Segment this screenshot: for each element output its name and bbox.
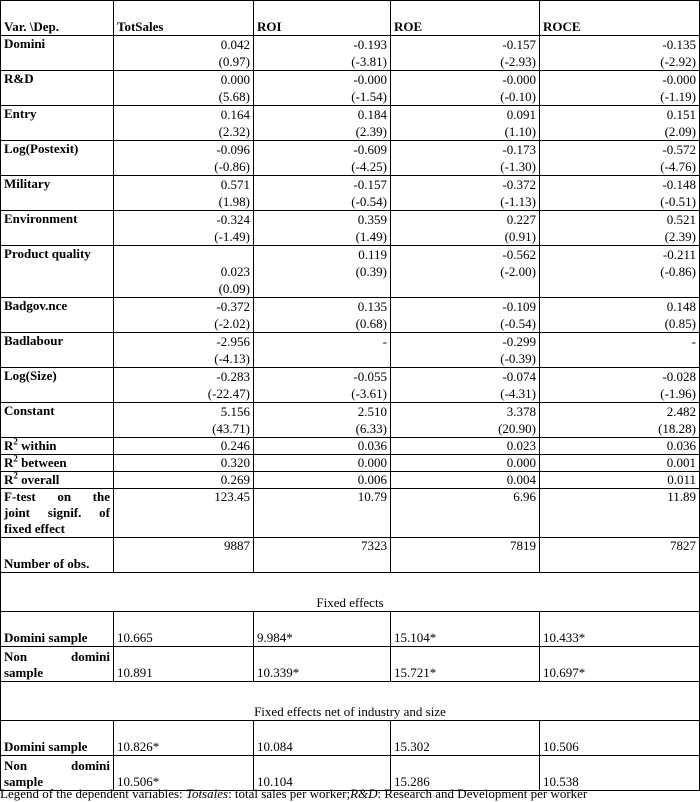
coefficient: 5.156 xyxy=(220,404,250,419)
coef-cell xyxy=(254,211,391,246)
coefficient: -0.173 xyxy=(502,142,536,157)
coefficient: 0.042 xyxy=(220,37,250,52)
table-legend-note: Legend of the dependent variables: Totsales: total sales per worker;R&D: Research and Development per worker xyxy=(0,786,588,801)
header-roi: ROI xyxy=(254,1,391,36)
fe-value: 15.302 xyxy=(391,721,540,756)
t-stat: (2.39) xyxy=(664,229,696,244)
row-label xyxy=(1,455,114,472)
label-line: sample xyxy=(4,774,43,789)
coef-cell xyxy=(540,298,700,333)
r2-value: 0.036 xyxy=(254,438,391,455)
coefficient: -0.372 xyxy=(502,177,536,192)
t-stat: (-3.81) xyxy=(351,54,387,69)
coefficient: 0.148 xyxy=(666,299,696,314)
row-label xyxy=(1,472,114,489)
coefficient: 0.227 xyxy=(506,212,536,227)
r2-value: 0.000 xyxy=(391,455,540,472)
label-line: sample xyxy=(4,665,43,680)
coef-cell xyxy=(391,176,540,211)
coefficient: -0.109 xyxy=(502,299,536,314)
t-stat: (-2.00) xyxy=(500,264,536,279)
header-roe: ROE xyxy=(391,1,540,36)
t-stat: (-0.51) xyxy=(660,194,696,209)
row-label: Log(Size) xyxy=(1,368,114,403)
row-label: Product quality xyxy=(1,246,114,298)
coefficient: 2.482 xyxy=(666,404,696,419)
coefficient: - xyxy=(691,334,696,349)
coef-cell xyxy=(540,71,700,106)
t-stat: (2.09) xyxy=(664,124,696,139)
coef-cell xyxy=(391,141,540,176)
t-stat: (0.97) xyxy=(218,54,250,69)
coef-cell xyxy=(114,368,254,403)
ftest-label-line: F-test on the xyxy=(4,489,110,504)
table-row xyxy=(1,403,700,438)
coefficient: 0.571 xyxy=(220,177,250,192)
coef-cell xyxy=(114,211,254,246)
t-stat: (0.09) xyxy=(218,281,250,296)
coef-cell xyxy=(114,176,254,211)
t-stat: (0.91) xyxy=(504,229,536,244)
coef-cell xyxy=(254,141,391,176)
coefficient: 3.378 xyxy=(506,404,536,419)
section-header xyxy=(1,573,700,612)
coefficient: -0.135 xyxy=(662,37,696,52)
coefficient: -0.299 xyxy=(502,334,536,349)
r2-value: 0.006 xyxy=(254,472,391,489)
coefficient: 0.521 xyxy=(666,212,696,227)
ftest-label-line: fixed effect xyxy=(4,521,65,536)
header-row xyxy=(1,1,700,36)
coefficient: -0.324 xyxy=(216,212,250,227)
coefficient: -0.157 xyxy=(502,37,536,52)
coefficient: 0.359 xyxy=(357,212,387,227)
coef-cell xyxy=(391,368,540,403)
fe-value: 10.433* xyxy=(540,612,700,647)
table-row xyxy=(1,176,700,211)
header-var-dep: Var. \Dep. xyxy=(1,1,114,36)
t-stat: (-3.61) xyxy=(351,386,387,401)
coef-cell xyxy=(391,106,540,141)
table-row xyxy=(1,71,700,106)
t-stat: (-1.49) xyxy=(214,229,250,244)
t-stat: (6.33) xyxy=(355,421,387,436)
coef-cell xyxy=(391,211,540,246)
nobs-value: 7827 xyxy=(540,538,700,573)
row-label: Log(Postexit) xyxy=(1,141,114,176)
t-stat: (-1.13) xyxy=(500,194,536,209)
coefficient: -0.028 xyxy=(662,369,696,384)
row-label: Badgov.nce xyxy=(1,298,114,333)
coef-cell xyxy=(114,298,254,333)
t-stat: (-2.92) xyxy=(660,54,696,69)
section-header xyxy=(1,682,700,721)
fe-value: 10.084 xyxy=(254,721,391,756)
ftest-row xyxy=(1,489,700,538)
t-stat: (-2.02) xyxy=(214,316,250,331)
coefficient: -2.956 xyxy=(216,334,250,349)
t-stat: (2.39) xyxy=(355,124,387,139)
coefficient: - xyxy=(382,334,387,349)
t-stat: (0.68) xyxy=(355,316,387,331)
fe-value: 10.826* xyxy=(114,721,254,756)
table-row xyxy=(1,36,700,71)
r2-row xyxy=(1,472,700,489)
table-row xyxy=(1,106,700,141)
table-row xyxy=(1,211,700,246)
coef-cell xyxy=(391,36,540,71)
coef-cell xyxy=(540,211,700,246)
row-label xyxy=(1,721,114,756)
fe-value: 10.506 xyxy=(540,721,700,756)
r2-value: 0.000 xyxy=(254,455,391,472)
row-label xyxy=(1,647,114,682)
nobs-value: 7819 xyxy=(391,538,540,573)
row-label: Badlabour xyxy=(1,333,114,368)
r2-label: within xyxy=(17,438,57,453)
table-row xyxy=(1,298,700,333)
section-title: Fixed effects xyxy=(1,573,700,612)
table-row xyxy=(1,246,700,298)
coef-cell xyxy=(391,333,540,368)
r-letter: R xyxy=(4,438,14,453)
r2-value: 0.036 xyxy=(540,438,700,455)
fe-value: 10.665 xyxy=(114,612,254,647)
header-roce: ROCE xyxy=(540,1,700,36)
coefficient: 0.023 xyxy=(220,264,250,279)
t-stat: (-4.25) xyxy=(351,159,387,174)
coefficient: -0.372 xyxy=(216,299,250,314)
coefficient: -0.055 xyxy=(353,369,387,384)
coefficient: 0.091 xyxy=(506,107,536,122)
r2-value: 0.011 xyxy=(540,472,700,489)
table-row xyxy=(1,333,700,368)
ftest-label-line: joint signif. of xyxy=(4,505,110,520)
coefficient: -0.157 xyxy=(353,177,387,192)
ftest-value: 123.45 xyxy=(114,489,254,538)
fe-value: 10.538 xyxy=(540,756,700,791)
row-label xyxy=(1,489,114,538)
fe-value: 10.891 xyxy=(114,647,254,682)
coef-cell xyxy=(114,403,254,438)
t-stat: (-4.13) xyxy=(214,351,250,366)
t-stat: (-0.39) xyxy=(500,351,536,366)
t-stat: (20.90) xyxy=(498,421,536,436)
r-letter: R xyxy=(4,455,14,470)
label-line: Domini sample xyxy=(4,630,88,645)
t-stat: (-0.86) xyxy=(214,159,250,174)
nobs-row xyxy=(1,538,700,573)
ftest-value: 10.79 xyxy=(254,489,391,538)
coef-cell xyxy=(114,71,254,106)
coefficient: -0.193 xyxy=(353,37,387,52)
fe-value: 10.697* xyxy=(540,647,700,682)
coefficient: -0.148 xyxy=(662,177,696,192)
t-stat: (1.98) xyxy=(218,194,250,209)
t-stat: (-2.93) xyxy=(500,54,536,69)
coef-cell xyxy=(114,333,254,368)
t-stat: (-0.10) xyxy=(500,89,536,104)
table-row xyxy=(1,368,700,403)
coefficient: -0.074 xyxy=(502,369,536,384)
coefficient: -0.096 xyxy=(216,142,250,157)
coefficient: -0.000 xyxy=(502,72,536,87)
coefficient: -0.000 xyxy=(662,72,696,87)
label-line: Non domini xyxy=(4,758,110,773)
r2-row xyxy=(1,438,700,455)
r2-value: 0.246 xyxy=(114,438,254,455)
coefficient: -0.283 xyxy=(216,369,250,384)
fe-value: 10.104 xyxy=(254,756,391,791)
t-stat: (-4.76) xyxy=(660,159,696,174)
coef-cell xyxy=(540,106,700,141)
coef-cell xyxy=(254,176,391,211)
coef-cell xyxy=(391,298,540,333)
t-stat: (-1.54) xyxy=(351,89,387,104)
coefficient: 0.184 xyxy=(357,107,387,122)
coef-cell xyxy=(254,246,391,298)
row-label: Number of obs. xyxy=(1,538,114,573)
coef-cell xyxy=(391,71,540,106)
superscript: 2 xyxy=(13,436,18,447)
r2-label: between xyxy=(17,455,67,470)
t-stat: (1.10) xyxy=(504,124,536,139)
coefficient: 0.135 xyxy=(357,299,387,314)
coef-cell xyxy=(254,333,391,368)
coefficient: -0.562 xyxy=(502,247,536,262)
t-stat: (-1.30) xyxy=(500,159,536,174)
nobs-value: 7323 xyxy=(254,538,391,573)
r2-value: 0.269 xyxy=(114,472,254,489)
coef-cell xyxy=(254,403,391,438)
row-label: Domini xyxy=(1,36,114,71)
coef-cell xyxy=(540,246,700,298)
fe-value: 15.104* xyxy=(391,612,540,647)
coefficient: -0.211 xyxy=(662,247,696,262)
coef-cell xyxy=(254,106,391,141)
t-stat: (-1.96) xyxy=(660,386,696,401)
coefficient: 0.164 xyxy=(220,107,250,122)
coef-cell xyxy=(540,176,700,211)
row-label: Entry xyxy=(1,106,114,141)
row-label xyxy=(1,438,114,455)
fe-value: 9.984* xyxy=(254,612,391,647)
fixed-effect-row xyxy=(1,612,700,647)
coefficient: 2.510 xyxy=(357,404,387,419)
t-stat: (-0.54) xyxy=(351,194,387,209)
coef-cell xyxy=(391,246,540,298)
fe-value: 15.286 xyxy=(391,756,540,791)
r2-value: 0.023 xyxy=(391,438,540,455)
coef-cell xyxy=(540,333,700,368)
t-stat: (-1.19) xyxy=(660,89,696,104)
superscript: 2 xyxy=(13,453,18,464)
t-stat: (43.71) xyxy=(212,421,250,436)
coefficient: 0.119 xyxy=(358,247,387,262)
header-totsales: TotSales xyxy=(114,1,254,36)
t-stat: (18.28) xyxy=(658,421,696,436)
coef-cell xyxy=(254,36,391,71)
fixed-effect-row xyxy=(1,647,700,682)
t-stat: (-4.31) xyxy=(500,386,536,401)
r2-value: 0.004 xyxy=(391,472,540,489)
coef-cell xyxy=(254,71,391,106)
t-stat: (2.32) xyxy=(218,124,250,139)
coef-cell xyxy=(540,368,700,403)
coef-cell xyxy=(391,403,540,438)
r-letter: R xyxy=(4,472,14,487)
coef-cell xyxy=(254,298,391,333)
coef-cell xyxy=(114,36,254,71)
t-stat: (-22.47) xyxy=(207,386,250,401)
ftest-value: 6.96 xyxy=(391,489,540,538)
t-stat: (0.39) xyxy=(355,264,387,279)
coef-cell xyxy=(540,403,700,438)
coefficient xyxy=(117,246,250,263)
coefficient: -0.609 xyxy=(353,142,387,157)
t-stat: (5.68) xyxy=(218,89,250,104)
r2-value: 0.001 xyxy=(540,455,700,472)
fe-value: 10.339* xyxy=(254,647,391,682)
r2-label: overall xyxy=(17,472,60,487)
coef-cell xyxy=(540,141,700,176)
superscript: 2 xyxy=(13,470,18,481)
table-row xyxy=(1,141,700,176)
coef-cell xyxy=(114,141,254,176)
t-stat: (-0.86) xyxy=(660,264,696,279)
r2-row xyxy=(1,455,700,472)
nobs-value: 9887 xyxy=(114,538,254,573)
row-label: Constant xyxy=(1,403,114,438)
coefficient: 0.000 xyxy=(220,72,250,87)
t-stat: (1.49) xyxy=(355,229,387,244)
coef-cell xyxy=(114,106,254,141)
fe-value: 15.721* xyxy=(391,647,540,682)
t-stat: (0.85) xyxy=(664,316,696,331)
row-label: Military xyxy=(1,176,114,211)
coefficient: 0.151 xyxy=(666,107,696,122)
fixed-effect-row xyxy=(1,721,700,756)
fe-value: 10.506* xyxy=(114,756,254,791)
coef-cell xyxy=(114,246,254,298)
r2-value: 0.320 xyxy=(114,455,254,472)
coef-cell xyxy=(254,368,391,403)
coefficient: -0.572 xyxy=(662,142,696,157)
ftest-value: 11.89 xyxy=(540,489,700,538)
t-stat: (-0.54) xyxy=(500,316,536,331)
label-line: Non domini xyxy=(4,649,110,664)
label-line: Domini sample xyxy=(4,739,88,754)
coef-cell xyxy=(540,36,700,71)
row-label xyxy=(1,612,114,647)
section-title: Fixed effects net of industry and size xyxy=(1,682,700,721)
row-label: Environment xyxy=(1,211,114,246)
row-label: R&D xyxy=(1,71,114,106)
coefficient: -0.000 xyxy=(353,72,387,87)
